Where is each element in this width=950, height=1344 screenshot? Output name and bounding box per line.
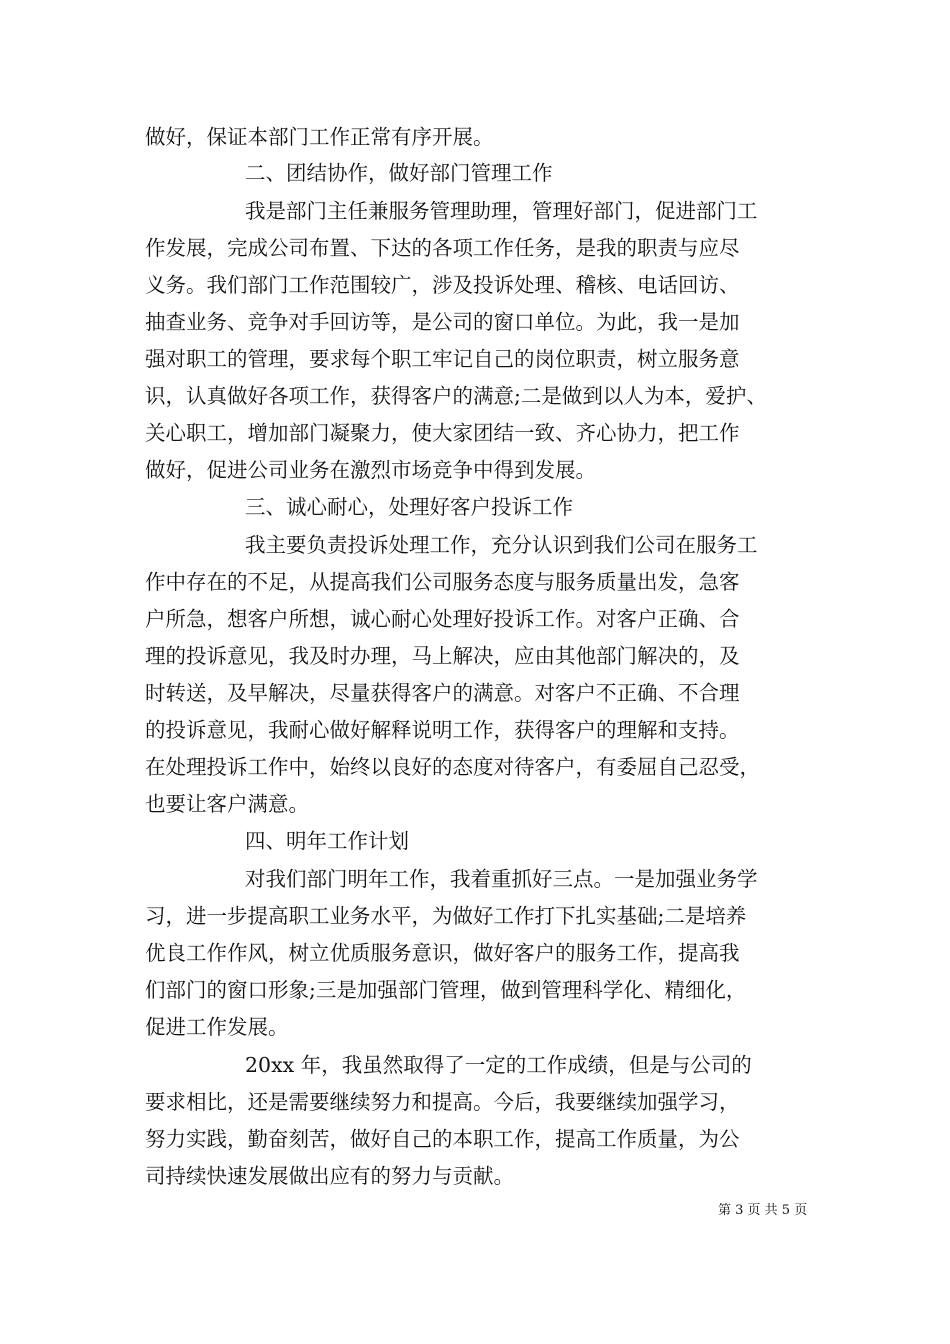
paragraph-line: 户所急，想客户所想，诚心耐心处理好投诉工作。对客户正确、合	[145, 607, 740, 631]
paragraph-line: 在处理投诉工作中，始终以良好的态度对待客户，有委屈自己忍受，	[145, 755, 760, 779]
paragraph-line: 抽查业务、竞争对手回访等，是公司的窗口单位。为此，我一是加	[145, 310, 740, 334]
paragraph-line: 作中存在的不足，从提高我们公司服务态度与服务质量出发，急客	[145, 570, 740, 594]
paragraph-line: 们部门的窗口形象;三是加强部门管理，做到管理科学化、精细化，	[145, 978, 747, 1002]
section-heading-2: 二、团结协作，做好部门管理工作	[245, 161, 553, 185]
paragraph-line: 理的投诉意见，我及时办理，马上解决，应由其他部门解决的，及	[145, 644, 740, 668]
page-number: 第 3 页 共 5 页	[718, 1203, 808, 1218]
paragraph-line: 促进工作发展。	[145, 1015, 289, 1039]
paragraph-line: 关心职工，增加部门凝聚力，使大家团结一致、齐心协力，把工作	[145, 421, 740, 445]
section-heading-4: 四、明年工作计划	[245, 829, 409, 853]
paragraph-line: 也要让客户满意。	[145, 792, 309, 816]
paragraph-line: 司持续快速发展做出应有的努力与贡献。	[145, 1164, 514, 1188]
paragraph-line: 要求相比，还是需要继续努力和提高。今后，我要继续加强学习，	[145, 1090, 740, 1114]
paragraph-line: 做好，保证本部门工作正常有序开展。	[145, 125, 494, 149]
paragraph-line: 识，认真做好各项工作，获得客户的满意;二是做到以人为本，爱护、	[145, 384, 767, 408]
paragraph-line: 习，进一步提高职工业务水平，为做好工作打下扎实基础;二是培养	[145, 904, 747, 928]
paragraph-line: 时转送，及早解决，尽量获得客户的满意。对客户不正确、不合理	[145, 681, 740, 705]
paragraph-line: 我主要负责投诉处理工作，充分认识到我们公司在服务工	[245, 533, 758, 557]
paragraph-line: 20xx 年，我虽然取得了一定的工作成绩，但是与公司的	[245, 1053, 752, 1077]
paragraph-line: 我是部门主任兼服务管理助理，管理好部门，促进部门工	[245, 199, 758, 223]
paragraph-line: 义务。我们部门工作范围较广，涉及投诉处理、稽核、电话回访、	[145, 273, 740, 297]
paragraph-line: 优良工作作风，树立优质服务意识，做好客户的服务工作，提高我	[145, 941, 740, 965]
paragraph-line: 的投诉意见，我耐心做好解释说明工作，获得客户的理解和支持。	[145, 718, 740, 742]
paragraph-line: 做好，促进公司业务在激烈市场竞争中得到发展。	[145, 458, 596, 482]
paragraph-line: 作发展，完成公司布置、下达的各项工作任务，是我的职责与应尽	[145, 236, 740, 260]
paragraph-line: 努力实践，勤奋刻苦，做好自己的本职工作，提高工作质量，为公	[145, 1127, 740, 1151]
paragraph-line: 强对职工的管理，要求每个职工牢记自己的岗位职责，树立服务意	[145, 347, 740, 371]
paragraph-line: 对我们部门明年工作，我着重抓好三点。一是加强业务学	[245, 867, 758, 891]
section-heading-3: 三、诚心耐心，处理好客户投诉工作	[245, 495, 573, 519]
